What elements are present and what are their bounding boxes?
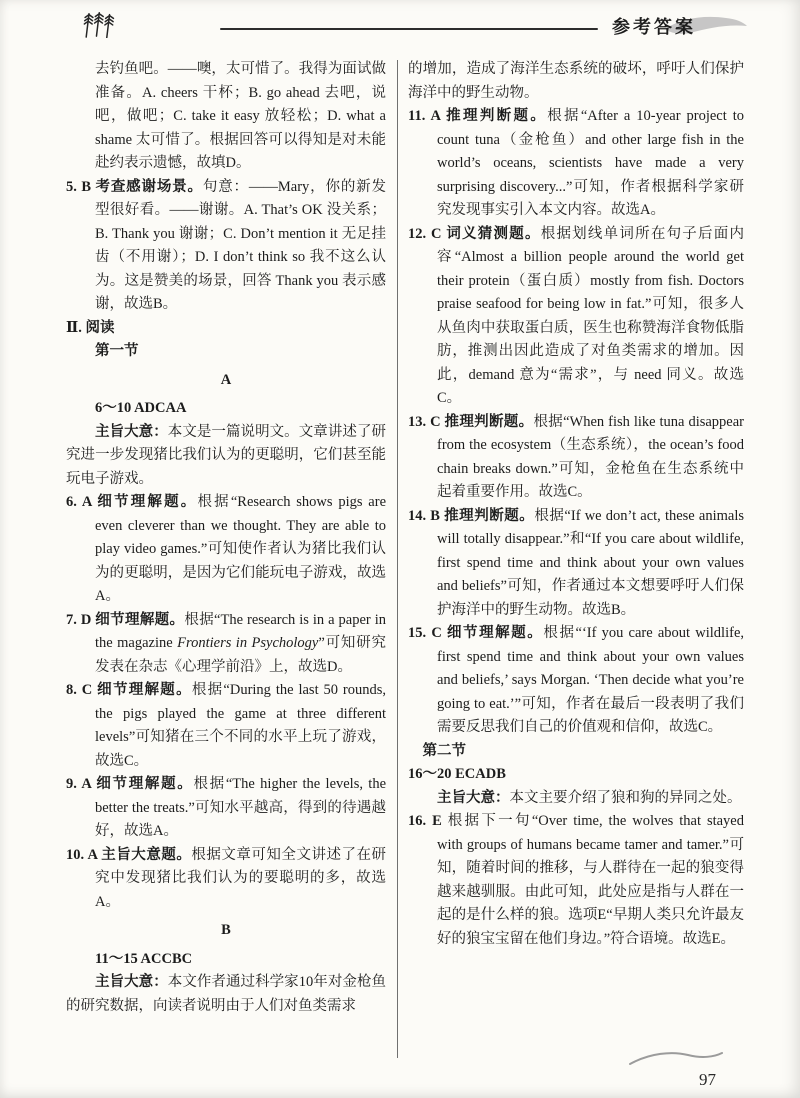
- text-run: 11～15 ACCBC: [95, 950, 193, 967]
- answer-item-16: [408, 810, 744, 951]
- text-run: 的增加，造成了海洋生态系统的破坏，呼吁人们保护海洋中的野生动物。: [408, 61, 744, 101]
- text-run: 根据“When fish like tuna disappear from the ecosystem（生态系统），the ocean’s food chain breaks down.”可知，金枪鱼在生态系统中起着重要作用。故选C。: [437, 413, 744, 500]
- answers-11-15: [66, 948, 386, 972]
- text-run: 7. D: [66, 611, 96, 628]
- header-rule: [220, 28, 598, 30]
- text-run: ”可知研究发表在杂志《心理学前沿》上，故选D。: [95, 635, 386, 675]
- text-run: 16～20 ECADB: [408, 766, 506, 782]
- text-run: 6. A: [66, 494, 98, 510]
- passage-heading-B: [66, 919, 386, 943]
- main-idea-passage-A: [66, 421, 386, 492]
- subsection-heading-part1: [66, 340, 386, 364]
- answer-item-11: [408, 105, 744, 223]
- page-footer: [628, 1050, 748, 1090]
- text-run: 第二节: [422, 742, 466, 759]
- text-run: 根据“‘If you care about wildlife, first spend time and think about your own values and beliefs,’ says Morgan. ‘Then decide what you’re going to eat.’”可知，作者在最后一段表明了我们需要反思我们自己的价值观和信仰，故选C。: [437, 625, 745, 735]
- text-run: 根据“If we don’t act, these animals will totally disappear.”和“If you care about wildlife, first spend time and think about your own values and beliefs”可知，作者通过本文想要呼吁人们保护海洋中的野生动物。故选B。: [437, 507, 745, 618]
- answer-item-12: [408, 223, 744, 411]
- text-run: 12. C: [408, 225, 447, 242]
- answers-16-20: [408, 763, 744, 787]
- text-run: 推理判断题。: [444, 507, 535, 524]
- text-run: Frontiers in Psychology: [177, 635, 319, 651]
- answer-item-15: [408, 622, 744, 740]
- text-run: 11. A: [408, 108, 447, 124]
- answer-item-6: [66, 491, 386, 609]
- column-divider: [397, 60, 398, 1058]
- answer-item-9: [66, 773, 386, 844]
- text-run: 考查感谢场景。: [95, 178, 203, 195]
- text-run: 根据“The research is in a paper in the magazine: [95, 611, 386, 651]
- text-run: 14. B: [408, 507, 445, 524]
- subsection-heading-part2: [408, 740, 744, 764]
- main-idea-passage-B-continuation: [408, 58, 744, 105]
- answer-item-14: [408, 505, 744, 623]
- right-column: [408, 58, 744, 1058]
- text-run: 根据“During the last 50 rounds, the pigs played the game at three different levels”可知猪在三个不同的水平上玩了游戏，故选C。: [95, 682, 387, 769]
- text-run: 根据“Research shows pigs are even cleverer than we thought. They are able to play video games.”可知使作者认为猪比我们认为的更聪明，是因为它们能玩电子游戏，故选A。: [95, 494, 387, 604]
- text-run: 细节理解题。: [446, 625, 544, 641]
- text-run: 推理判断题。: [446, 108, 548, 124]
- answer-item-8: [66, 679, 386, 773]
- text-run: Ⅱ. 阅读: [66, 319, 115, 336]
- text-run: 16. E: [408, 813, 448, 829]
- left-column: [66, 58, 386, 1058]
- text-run: 根据划线单词所在句子后面内容“Almost a billion people around the world get their protein（蛋白质）mostly from fish. Doctors praise seafood for being low in fat.”可知，很多人从鱼肉中获取蛋白质，医生也称赞海洋食物低脂肪，推测出因此造成了对鱼类需求的增加。因此，demand 意为“需求”，与 need 同义。故选C。: [437, 225, 745, 406]
- text-run: 8. C: [66, 682, 98, 698]
- wheat-icon: [82, 10, 124, 43]
- text-run: 根据文章可知全文讲述了在研究中发现猪比我们认为的要聪明的多，故选A。: [95, 846, 387, 910]
- text-run: 根据“The higher the levels, the better the treats.”可知水平越高，得到的待遇越好，故选A。: [95, 776, 387, 839]
- text-run: 细节理解题。: [96, 776, 194, 792]
- answer-item-10: [66, 844, 386, 915]
- page-number: 97: [699, 1070, 716, 1089]
- text-run: 主旨大意：: [95, 974, 168, 990]
- text-run: B: [221, 922, 231, 938]
- text-run: 主旨大意：: [437, 789, 510, 806]
- text-run: 根据下一句“Over time, the wolves that stayed with groups of humans became tamer and tamer.”可知，随着时间的推移，与人群待在一起的狼变得越来越驯服。由此可知，此处应是指与人群在一起的是什么样的狼。选项E“早期人类只允许最友好的狼宝宝留在他们身边。”符合语境。故选E。: [437, 813, 744, 947]
- section-heading-reading: [66, 317, 386, 341]
- page-header: [0, 0, 800, 44]
- text-run: 15. C: [408, 625, 447, 641]
- text-run: 本文是一篇说明文。文章讲述了研究进一步发现猪比我们认为的更聪明，它们甚至能玩电子游戏。: [66, 423, 387, 487]
- title-area: [612, 13, 742, 39]
- text-run: 去钓鱼吧。——噢，太可惜了。我得为面试做准备。A. cheers 干杯；B. go ahead 去吧，说吧，做吧；C. take it easy 放轻松；D. what a shame 太可惜了。根据回答可以得知是对未能赴约表示遗憾，故填D。: [95, 61, 386, 171]
- text-run: 5. B: [66, 178, 96, 195]
- text-run: A: [220, 371, 232, 388]
- text-run: 句意：——Mary，你的新发型很好看。——谢谢。A. That’s OK 没关系；B. Thank you 谢谢；C. Don’t mention it 无足挂齿（不用谢）；D. I don’t think so 我不这么认为。这是赞美的场景，回答 Thank you 表示感谢，故选B。: [95, 178, 387, 312]
- text-run: 第一节: [95, 343, 139, 359]
- answer-content: [0, 44, 800, 1058]
- text-run: 细节理解题。: [97, 682, 192, 698]
- text-run: 词义猜测题。: [446, 225, 541, 242]
- text-run: 细节理解题。: [97, 494, 198, 510]
- main-idea-passage-B: [66, 971, 386, 1018]
- answer-item-7: [66, 609, 386, 680]
- main-idea-part2: [408, 787, 744, 811]
- text-run: 9. A: [66, 776, 97, 792]
- text-run: 本文作者通过科学家10年对金枪鱼的研究数据，向读者说明由于人们对鱼类需求: [66, 974, 387, 1014]
- page-title: 参考答案: [612, 17, 696, 37]
- text-run: 本文主要介绍了狼和狗的异同之处。: [509, 789, 742, 806]
- text-run: 推理判断题。: [444, 413, 534, 430]
- answer-item-4-continuation: [66, 58, 386, 176]
- answers-6-10: [66, 397, 386, 421]
- text-run: 13. C: [408, 413, 445, 430]
- text-run: 主旨大意：: [95, 423, 168, 440]
- text-run: 根据“After a 10-year project to count tuna（金枪鱼）and other large fish in the world’s oceans, scientists have made a very surprising discovery...”可知，作者根据科学家研究发现事实引入本文内容。故选A。: [437, 108, 745, 218]
- text-run: 细节理解题。: [95, 611, 185, 628]
- text-run: 6～10 ADCAA: [95, 400, 187, 416]
- answer-item-13: [408, 411, 744, 505]
- text-run: 主旨大意题。: [101, 846, 192, 863]
- passage-heading-A: [66, 369, 386, 393]
- answer-item-5: [66, 176, 386, 317]
- text-run: 10. A: [66, 846, 102, 863]
